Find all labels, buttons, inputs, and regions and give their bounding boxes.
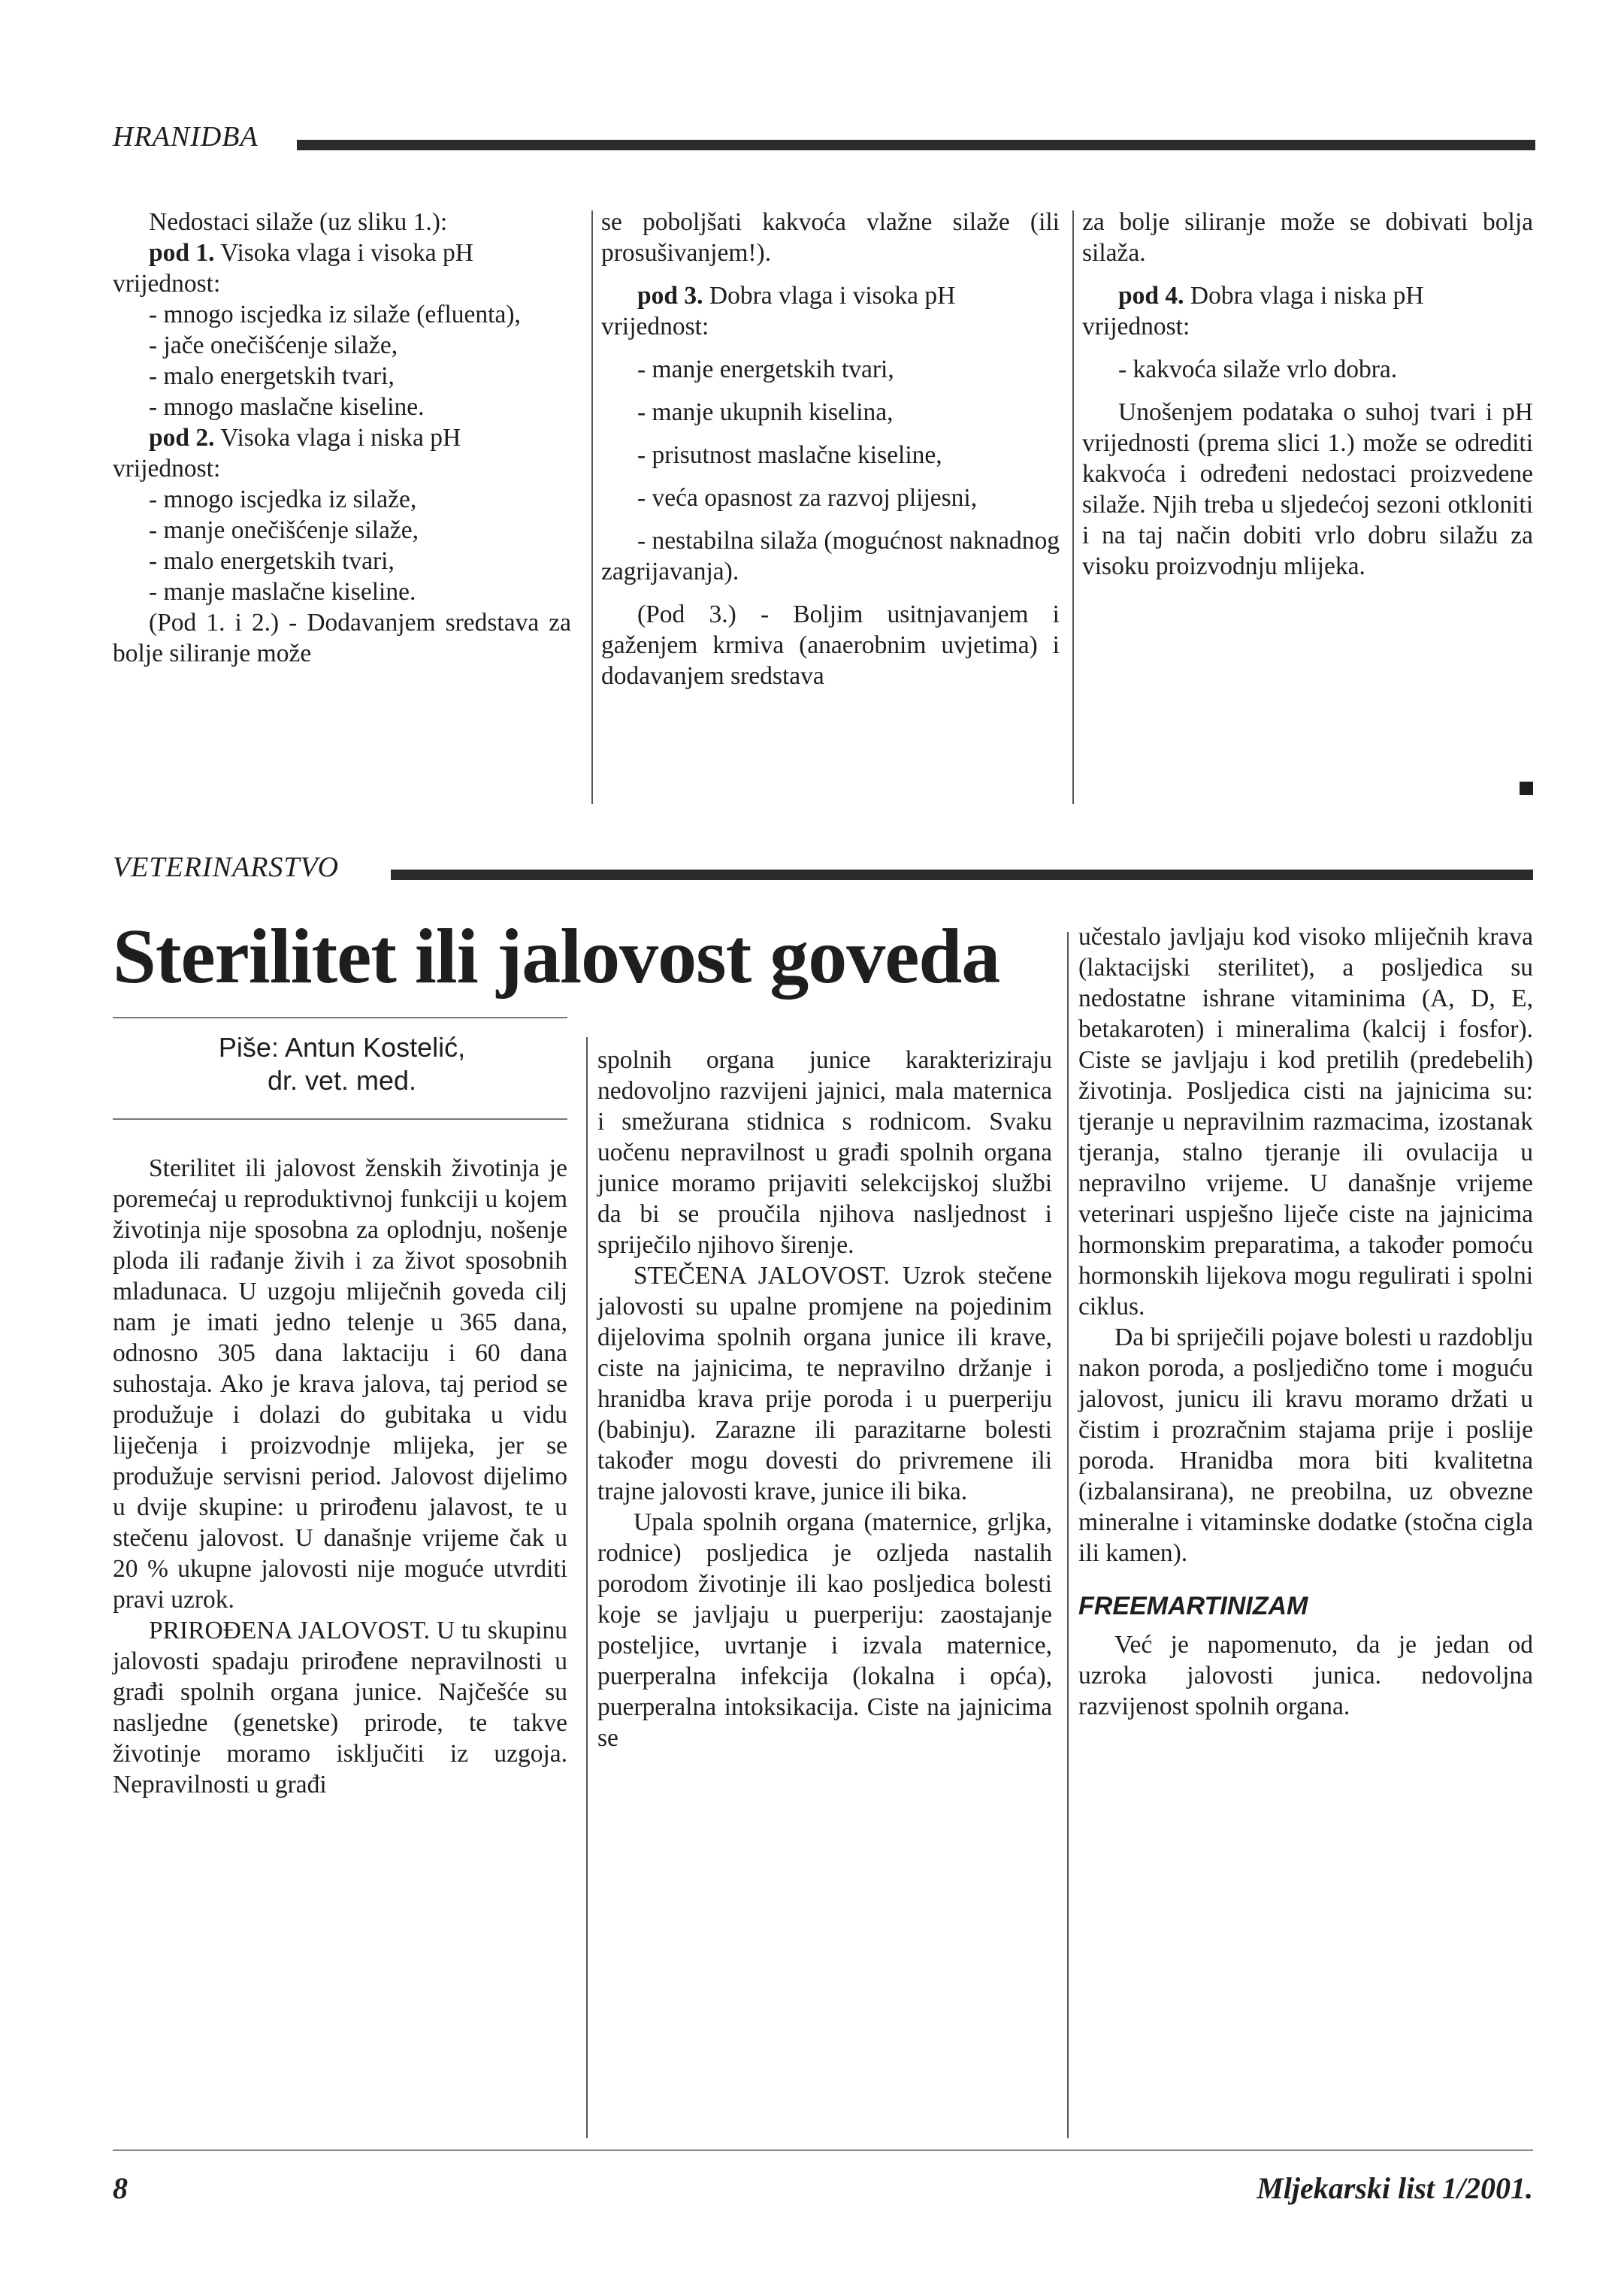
closing-paragraph: (Pod 3.) - Boljim usitnjavanjem i gaženjem krmiva (anaerobnim uvjetima) i dodavanjem sredstava [601,600,1060,690]
journal-name: Mljekarski list 1/2001. [1257,2171,1533,2205]
paragraph: PRIROĐENA JALOVOST. U tu skupinu jalovosti spadaju prirođene nepravilnosti u građi spolnih organa junice. Najčešće su nasljedne (genetske) prirode, te takve životinje moramo isključiti iz uzgoja. Nepravilnosti u građi [113,1617,567,1798]
paragraph: Već je napomenuto, da je jedan od uzroka jalovosti junica. nedovoljna razvijenost spolnih organa. [1078,1631,1533,1720]
paragraph: Sterilitet ili jalovost ženskih životinja je poremećaj u reproduktivnoj funkciji u kojem životinja nije sposobna za oplodnju, nošenje ploda ili rađanje živih i za život sposobnih mladunaca. U uzgoju mliječnih goveda cilj nam je imati jedno telenje u 365 dana, odnosno 305 dana laktaciju i 60 dana suhostaja. Ako je krava jalova, taj period se produžuje i dolazi do gubitaka u vidu liječenja i proizvodnje mlijeka, jer se produžuje servisni period. Jalovost dijelimo u dvije skupine: u prirođenu jalavost, te u stečenu jalovost. U današnje vrijeme čak u 20 % ukupne jalovosti nije moguće utvrditi pravi uzrok. [113,1154,567,1614]
end-mark [1520,782,1533,795]
section-label-hranidba: HRANIDBA [113,121,259,153]
column-divider [1072,210,1074,804]
list-item: - nestabilna silaža (mogućnost naknadnog zagrijavanja). [601,527,1060,585]
article-title: Sterilitet ili jalovost goveda [113,913,1000,1000]
pod4-text: Dobra vlaga i niska pH vrijednost: [1082,282,1424,340]
list-item: - manje onečišćenje silaže, [149,516,419,544]
paragraph: Da bi spriječili pojave bolesti u razdoblju nakon poroda, a posljedično tome i moguću jalovost, junicu ili kravu moramo držati u čistim i prozračnim stajama prije i poslije poroda. Hranidba mora biti kvalitetna (izbalansirana), ne preobilna, uz obvezne mineralne i vitaminske dodatke (stočna cigla ili kamen). [1078,1323,1533,1567]
list-item: - jače onečišćenje silaže, [149,331,398,359]
lead-text: se poboljšati kakvoća vlažne silaže (ili prosušivanjem!). [601,208,1060,267]
section-rule [297,140,1535,150]
hranidba-column-3 [1082,207,1533,582]
closing-paragraph: Unošenjem podataka o suhoj tvari i pH vrijednosti (prema slici 1.) može se odrediti kakvoća i određeni nedostaci proizvedene silaže. Njih treba u sljedećoj sezoni otkloniti i na taj način dobiti vrlo dobru silažu za visoku proizvodnju mlijeka. [1082,398,1533,580]
list-item: - manje ukupnih kiselina, [637,398,894,426]
pod4-label: pod 4. [1118,282,1184,310]
paragraph: spolnih organa junice karakteriziraju nedovoljno razvijeni jajnici, mala maternica i smežurana stidnica s rodnicom. Svaku uočenu nepravilnost u građi spolnih organa junice moramo prijaviti selekcijskoj službi da bi se proučila njihova nasljednost i spriječilo njihovo širenje. [597,1046,1052,1259]
lead-text: za bolje siliranje može se dobivati bolja silaža. [1082,208,1533,267]
hranidba-column-2 [601,207,1060,691]
pod3-label: pod 3. [637,282,703,310]
pod2-text: Visoka vlaga i niska pH vrijednost: [113,424,461,483]
hranidba-column-1 [113,207,571,669]
pod2-heading [113,422,571,484]
subheading-freemartinizam: FREEMARTINIZAM [1078,1592,1308,1620]
list-item: - veća opasnost za razvoj plijesni, [637,484,978,512]
list-item: - mnogo iscjedka iz silaže (efluenta), [149,301,521,328]
pod1-label: pod 1. [149,239,215,267]
list-item: - manje energetskih tvari, [637,355,894,383]
list-item: - malo energetskih tvari, [149,362,395,390]
pod1-text: Visoka vlaga i visoka pH vrijednost: [113,239,473,298]
footer-rule [113,2149,1533,2151]
paragraph: učestalo javljaju kod visoko mliječnih krava (laktacijski sterilitet), a posljedica su nedostatne ishrane vitaminima (A, D, E, betakaroten) i mineralima (kalcij i fosfor). Ciste se javljaju i kod pretilih (predebelih) životinja. Posljedica cisti na jajnicima su: tjeranje u nepravilnim razmacima, izostanak tjeranja, stalno tjeranje ili ovulacija u nepravilno vrijeme. U današnje vrijeme veterinari uspješno liječe ciste na jajnicima hormonskim preparatima, a također pomoću hormonskih lijekova mogu regulirati i spolni ciklus. [1078,923,1533,1320]
page-number: 8 [113,2171,128,2205]
article-column-1 [113,1153,567,1800]
paragraph: STEČENA JALOVOST. Uzrok stečene jalovosti su upalne promjene na pojedinim dijelovima spolnih organa junice ili krave, ciste na jajnicima, te nepravilno držanje i hranidba krava prije poroda i u puerperiju (babinju). Zarazne ili parazitarne bolesti također mogu dovesti do privremene ili trajne jalovosti krave, junice ili bika. [597,1262,1052,1505]
intro-text: Nedostaci silaže (uz sliku 1.): [149,208,448,236]
closing-paragraph: (Pod 1. i 2.) - Dodavanjem sredstava za bolje siliranje može [113,609,571,667]
column-divider [1067,932,1069,2138]
byline-rule-top [113,1017,567,1018]
list-item: - mnogo iscjedka iz silaže, [149,486,417,513]
pod3-text: Dobra vlaga i visoka pH vrijednost: [601,282,956,340]
list-item: - prisutnost maslačne kiseline, [637,441,942,469]
article-column-2 [597,1045,1052,1753]
list-item: - mnogo maslačne kiseline. [149,393,425,421]
list-item: - kakvoća silaže vrlo dobra. [1118,355,1398,383]
byline: Piše: Antun Kostelić, dr. vet. med. [218,1032,466,1096]
column-divider [586,1037,588,2138]
paragraph: Upala spolnih organa (maternice, grljka, rodnice) posljedica je ozljeda nastalih porodom životinje ili kao posljedica bolesti koje se javljaju u puerperiju: zaostajanje posteljice, uvrtanje i izvala maternice, puerperalna infekcija (lokalna i opća), puerperalna intoksikacija. Ciste na jajnicima se [597,1508,1052,1752]
section-label-veterinarstvo: VETERINARSTVO [113,852,340,883]
column-divider [591,210,593,804]
article-column-3 [1078,921,1533,1722]
list-item: - malo energetskih tvari, [149,547,395,575]
byline-rule-bottom [113,1118,567,1120]
pod4-heading [1082,280,1533,342]
list-item: - manje maslačne kiseline. [149,578,416,606]
pod2-label: pod 2. [149,424,215,452]
pod3-heading [601,280,1060,342]
section-rule [391,870,1533,880]
pod1-heading [113,237,571,299]
